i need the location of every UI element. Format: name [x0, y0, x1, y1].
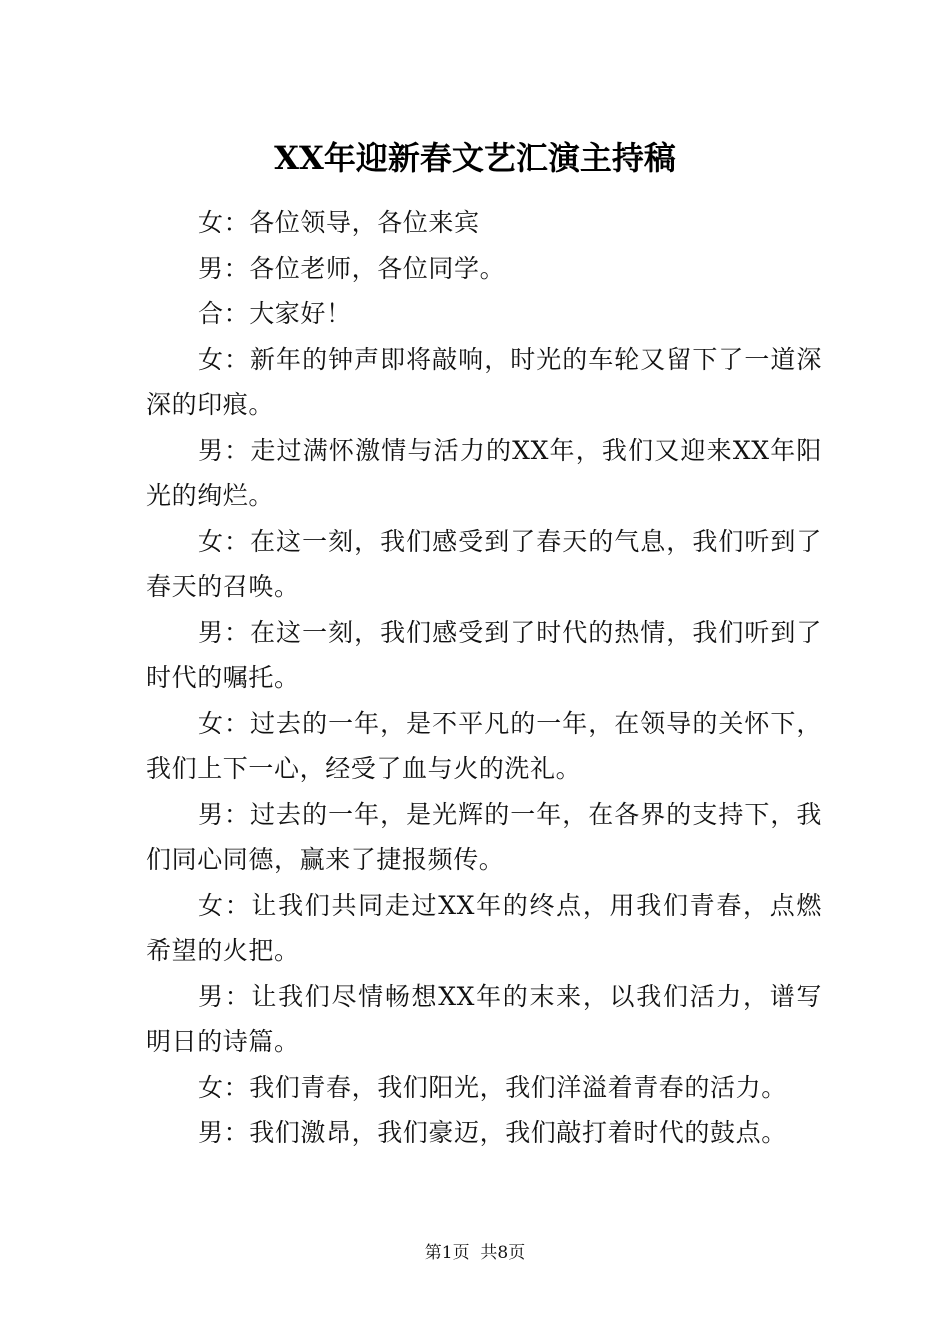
page-number: 第1页	[424, 1243, 470, 1263]
document-body	[146, 200, 822, 1156]
paragraph: 男：我们激昂，我们豪迈，我们敲打着时代的鼓点。	[198, 1118, 787, 1147]
page-footer	[0, 1241, 950, 1265]
page-total: 共8页	[480, 1243, 526, 1263]
paragraph: 女：让我们共同走过XX年的终点，用我们青春，点燃希望的火把。	[146, 890, 822, 965]
document-title: XX年迎新春文艺汇演主持稿	[274, 139, 676, 177]
paragraph: 男：让我们尽情畅想XX年的末来，以我们活力，谱写明日的诗篇。	[146, 981, 822, 1056]
paragraph: 女：过去的一年，是不平凡的一年，在领导的关怀下，我们上下一心，经受了血与火的洗礼。	[146, 708, 822, 783]
paragraph: 合：大家好！	[198, 299, 352, 328]
paragraph: 男：在这一刻，我们感受到了时代的热情，我们听到了时代的嘱托。	[146, 617, 822, 692]
paragraph: 女：各位领导，各位来宾	[198, 208, 480, 237]
paragraph: 男：各位老师，各位同学。	[198, 253, 506, 283]
paragraph: 女：新年的钟声即将敲响，时光的车轮又留下了一道深深的印痕。	[146, 344, 822, 419]
paragraph: 男：过去的一年，是光辉的一年，在各界的支持下，我们同心同德，赢来了捷报频传。	[146, 799, 822, 874]
paragraph: 男：走过满怀激情与活力的XX年，我们又迎来XX年阳光的绚烂。	[146, 435, 822, 510]
paragraph: 女：在这一刻，我们感受到了春天的气息，我们听到了春天的召唤。	[146, 526, 822, 601]
paragraph: 女：我们青春，我们阳光，我们洋溢着青春的活力。	[198, 1072, 787, 1102]
